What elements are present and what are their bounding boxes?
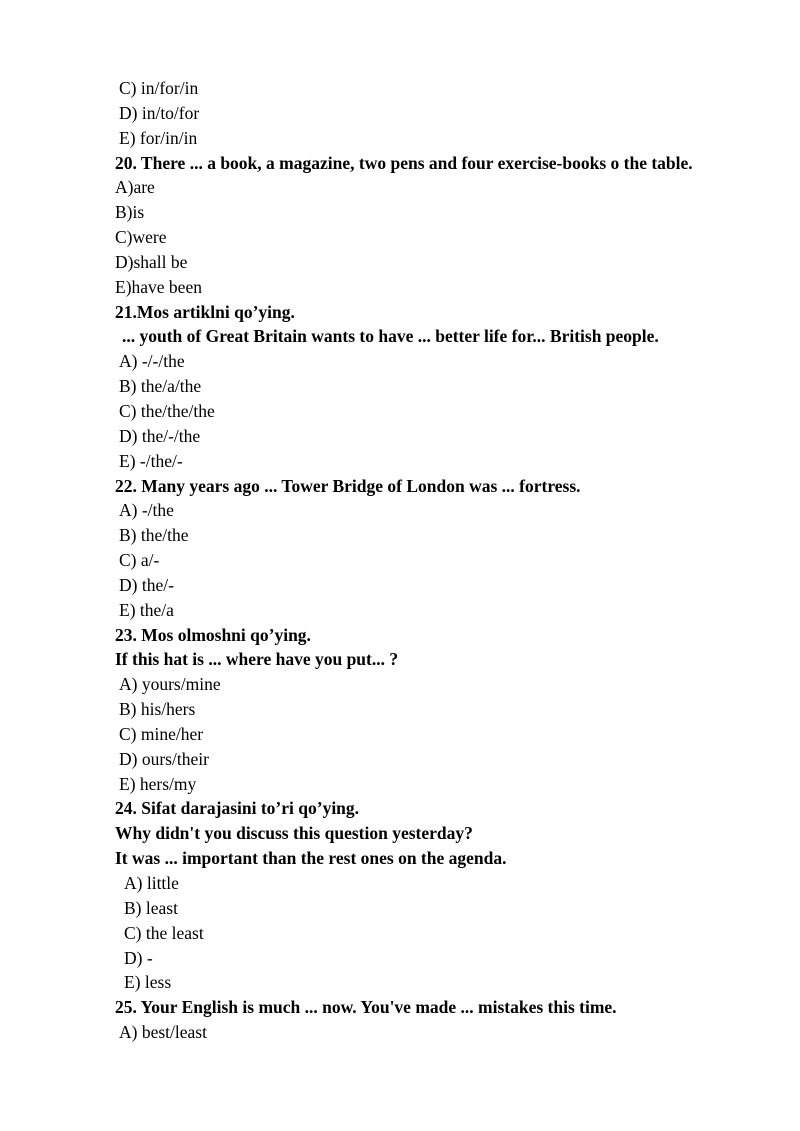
answer-option: B) the/a/the [119, 376, 202, 397]
answer-option: C) the least [124, 922, 204, 943]
question-line: Why didn't you discuss this question yesterday? [115, 823, 473, 844]
answer-option: A) -/the [119, 500, 174, 521]
answer-option: A) little [124, 873, 179, 893]
question-line: 24. Sifat darajasini to’ri qo’ying. [115, 798, 360, 819]
answer-option: E)have been [115, 276, 202, 297]
answer-option: B) the/the [119, 525, 189, 546]
answer-option: E) less [124, 972, 172, 993]
answer-option: B) least [124, 897, 178, 918]
question-line: 20. There ... a book, a magazine, two pens and four exercise-books o the table. [115, 152, 693, 173]
document-page [115, 76, 775, 1045]
question-line: 25. Your English is much ... now. You've made ... mistakes this time. [115, 997, 617, 1018]
answer-option: D) the/-/the [119, 425, 201, 446]
answer-option: A)are [115, 177, 155, 198]
answer-option: D) - [124, 947, 153, 968]
question-line: 22. Many years ago ... Tower Bridge of London was ... fortress. [115, 475, 581, 496]
answer-option: A) best/least [119, 1022, 207, 1043]
answer-option: D) the/- [119, 574, 174, 595]
answer-option: D) in/to/for [119, 102, 200, 123]
answer-option: E) -/the/- [119, 450, 183, 471]
answer-option: D)shall be [115, 251, 188, 272]
question-line: 21.Mos artiklni qo’ying. [115, 301, 295, 322]
question-line: If this hat is ... where have you put... ? [115, 649, 399, 670]
answer-option: C) the/the/the [119, 400, 215, 421]
answer-option: E) for/in/in [119, 127, 198, 148]
answer-option: E) hers/my [119, 773, 197, 794]
answer-option: C)were [115, 227, 167, 248]
question-line: 23. Mos olmoshni qo’ying. [115, 624, 311, 645]
answer-option: D) ours/their [119, 748, 209, 769]
answer-option: A) -/-/the [119, 351, 185, 372]
answer-option: E) the/a [119, 599, 174, 620]
answer-option: B) his/hers [119, 699, 196, 720]
answer-option: C) in/for/in [119, 78, 199, 98]
question-line: It was ... important than the rest ones on the agenda. [115, 848, 507, 869]
answer-option: A) yours/mine [119, 674, 221, 695]
answer-option: C) a/- [119, 550, 160, 571]
answer-option: C) mine/her [119, 723, 204, 744]
answer-option: B)is [115, 202, 145, 223]
question-line: ... youth of Great Britain wants to have ... better life for... British people. [122, 326, 659, 347]
